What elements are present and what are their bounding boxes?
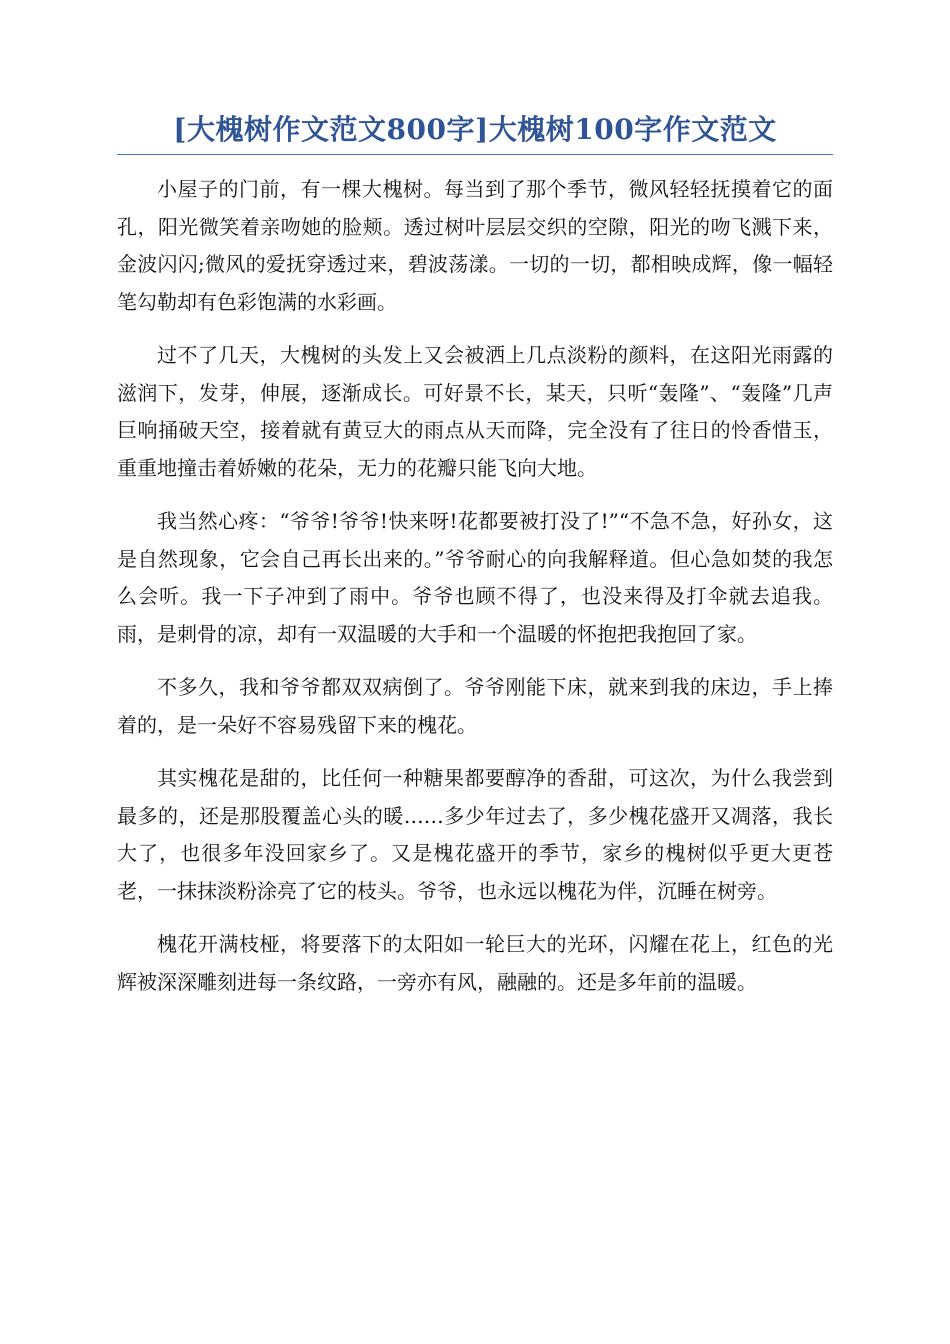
title-underline [117, 154, 833, 155]
paragraph-1: 小屋子的门前，有一棵大槐树。每当到了那个季节，微风轻轻抚摸着它的面孔，阳光微笑着亲吻她的脸颊。透过树叶层层交织的空隙，阳光的吻飞溅下来，金波闪闪;微风的爱抚穿透过来，碧波荡漾。一切的一切，都相映成辉，像一幅轻笔勾勒却有色彩饱满的水彩画。 [117, 177, 833, 314]
document-page [117, 110, 833, 1017]
paragraph-5: 其实槐花是甜的，比任何一种糖果都要醇净的香甜，可这次，为什么我尝到最多的，还是那股覆盖心头的暖……多少年过去了，多少槐花盛开又凋落，我长大了，也很多年没回家乡了。又是槐花盛开的季节，家乡的槐树似乎更大更苍老，一抹抹淡粉涂亮了它的枝头。爷爷，也永远以槐花为伴，沉睡在树旁。 [117, 766, 833, 903]
paragraph-3: 我当然心疼：“爷爷!爷爷!快来呀!花都要被打没了!”“不急不急，好孙女，这是自然现象，它会自己再长出来的。”爷爷耐心的向我解释道。但心急如焚的我怎么会听。我一下子冲到了雨中。爷爷也顾不得了，也没来得及打伞就去追我。雨，是刺骨的凉，却有一双温暖的大手和一个温暖的怀抱把我抱回了家。 [117, 509, 833, 646]
paragraph-4: 不多久，我和爷爷都双双病倒了。爷爷刚能下床，就来到我的床边，手上捧着的，是一朵好不容易残留下来的槐花。 [117, 675, 833, 737]
paragraph-2: 过不了几天，大槐树的头发上又会被洒上几点淡粉的颜料，在这阳光雨露的滋润下，发芽，伸展，逐渐成长。可好景不长，某天，只听“轰隆”、“轰隆”几声巨响捅破天空，接着就有黄豆大的雨点从天而降，完全没有了往日的怜香惜玉，重重地撞击着娇嫩的花朵，无力的花瓣只能飞向大地。 [117, 343, 833, 480]
document-title: [大槐树作文范文800字]大槐树100字作文范文 [173, 113, 777, 146]
paragraph-6: 槐花开满枝桠，将要落下的太阳如一轮巨大的光环，闪耀在花上，红色的光辉被深深雕刻进每一条纹路，一旁亦有风，融融的。还是多年前的温暖。 [117, 932, 833, 994]
